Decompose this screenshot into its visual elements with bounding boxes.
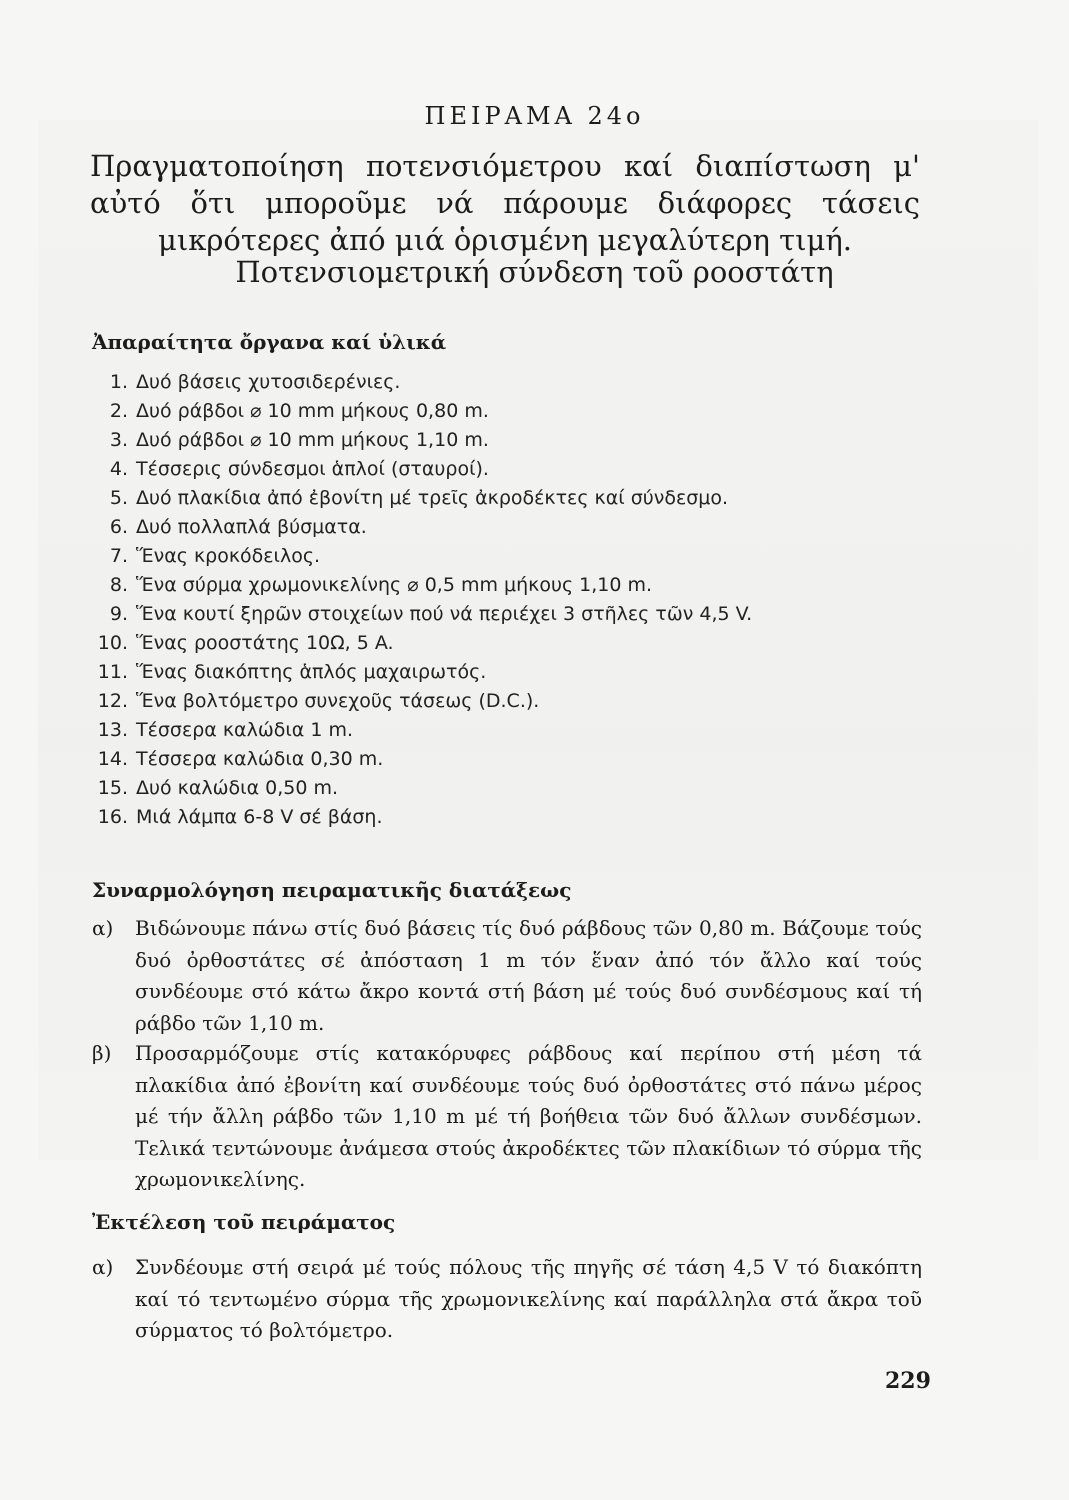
paragraph-text: Προσαρμόζουμε στίς κατακόρυφες ράβδους καί περίπου στή μέση τά πλακίδια ἀπό ἐβονίτη καί συνδέουμε τούς δυό ὀρθοστάτες στό πάνω μέρος μέ τήν ἄλλη ράβδο τῶν 1,10 m μέ τή βοήθεια τῶν δυό ἄλλων συνδέσμων. Τελικά τεντώνουμε ἀνάμεσα στούς ἀκροδέκτες τῶν πλακίδιων τό σύρμα τῆς χρωμονικελίνης. [135,1041,922,1191]
paragraph-text: Βιδώνουμε πάνω στίς δυό βάσεις τίς δυό ράβδους τῶν 0,80 m. Βάζουμε τούς δυό ὀρθοστάτες σέ ἀπόσταση 1 m τόν ἕναν ἀπό τόν ἄλλο καί τούς συνδέουμε στό κάτω ἄκρο κοντά στή βάση μέ τούς δυό συνδέσμους καί τή ράβδο τῶν 1,10 m. [135,916,922,1035]
list-item-text: Ἕνας διακόπτης ἁπλός μαχαιρωτός. [136,661,487,683]
list-item [92,629,912,658]
list-item-number: 8. [109,574,128,596]
list-item-number: 2. [109,400,128,422]
execution-paragraph-a [92,1252,922,1347]
list-item-text: Ἕνα σύρμα χρωμονικελίνης ⌀ 0,5 mm μήκους 1,10 m. [136,574,653,596]
page-number: 229 [885,1368,931,1394]
paragraph-letter: α) [92,916,114,940]
list-item-number: 14. [97,748,128,770]
list-item-text: Ἕνας κροκόδειλος. [136,545,321,567]
list-item [92,542,912,571]
list-item-number: 3. [109,429,128,451]
list-item [92,397,912,426]
list-item-text: Δυό καλώδια 0,50 m. [136,777,339,799]
list-item [92,368,912,397]
list-item [92,687,912,716]
list-item [92,513,912,542]
assembly-heading: Συναρμολόγηση πειραματικῆς διατάξεως [92,878,572,902]
list-item-number: 7. [109,545,128,567]
list-item-text: Τέσσερα καλώδια 1 m. [136,719,354,741]
assembly-paragraph-a [92,913,922,1039]
list-item [92,716,912,745]
list-item [92,484,912,513]
list-item-number: 5. [109,487,128,509]
list-item-number: 16. [97,806,128,828]
list-item-text: Δυό πολλαπλά βύσματα. [136,516,367,538]
paragraph-letter: β) [92,1041,112,1065]
list-item-number: 6. [109,516,128,538]
list-item-number: 15. [97,777,128,799]
list-item-text: Δυό βάσεις χυτοσιδερένιες. [136,371,401,393]
experiment-number: ΠΕΙΡΑΜΑ 24ο [424,102,645,130]
paragraph-text: Συνδέουμε στή σειρά μέ τούς πόλους τῆς πηγῆς σέ τάση 4,5 V τό διακόπτη καί τό τεντωμένο σύρμα τῆς χρωμονικελίνης καί παράλληλα στά ἄκρα τοῦ σύρματος τό βολτόμετρο. [135,1255,922,1342]
list-item-number: 1. [109,371,128,393]
list-item-number: 4. [109,458,128,480]
list-item [92,455,912,484]
list-item-text: Δυό πλακίδια ἀπό ἐβονίτη μέ τρεῖς ἀκροδέκτες καί σύνδεσμο. [136,487,729,509]
subtitle: Ποτενσιομετρική σύνδεση τοῦ ροοστάτη [235,255,834,289]
list-item-text: Ἕνα κουτί ξηρῶν στοιχείων πού νά περιέχει 3 στῆλες τῶν 4,5 V. [136,603,753,625]
list-item-number: 13. [97,719,128,741]
list-item [92,426,912,455]
list-item-text: Ἕνας ροοστάτης 10Ω, 5 A. [136,632,394,654]
list-item [92,658,912,687]
list-item-number: 11. [97,661,128,683]
main-title: Πραγματοποίηση ποτενσιόμετρου καί διαπίστωση μ' αὐτό ὅτι μποροῦμε νά πάρουμε διάφορες τάσεις μικρότερες ἀπό μιά ὁρισμένη μεγαλύτερη τιμή. [90,149,920,257]
assembly-paragraph-b [92,1038,922,1196]
list-item [92,745,912,774]
list-item [92,803,912,832]
list-item-text: Δυό ράβδοι ⌀ 10 mm μήκους 0,80 m. [136,400,489,422]
materials-heading: Ἀπαραίτητα ὄργανα καί ὑλικά [92,330,447,354]
list-item-text: Τέσσερα καλώδια 0,30 m. [136,748,384,770]
execution-heading: Ἐκτέλεση τοῦ πειράματος [92,1210,396,1234]
list-item [92,774,912,803]
materials-list [92,368,912,832]
paragraph-letter: α) [92,1255,114,1279]
list-item [92,600,912,629]
list-item [92,571,912,600]
list-item-number: 10. [97,632,128,654]
list-item-number: 12. [97,690,128,712]
list-item-text: Ἕνα βολτόμετρο συνεχοῦς τάσεως (D.C.). [136,690,540,712]
list-item-number: 9. [109,603,128,625]
list-item-text: Δυό ράβδοι ⌀ 10 mm μήκους 1,10 m. [136,429,489,451]
list-item-text: Μιά λάμπα 6-8 V σέ βάση. [136,806,383,828]
list-item-text: Τέσσερις σύνδεσμοι ἁπλοί (σταυροί). [136,458,489,480]
